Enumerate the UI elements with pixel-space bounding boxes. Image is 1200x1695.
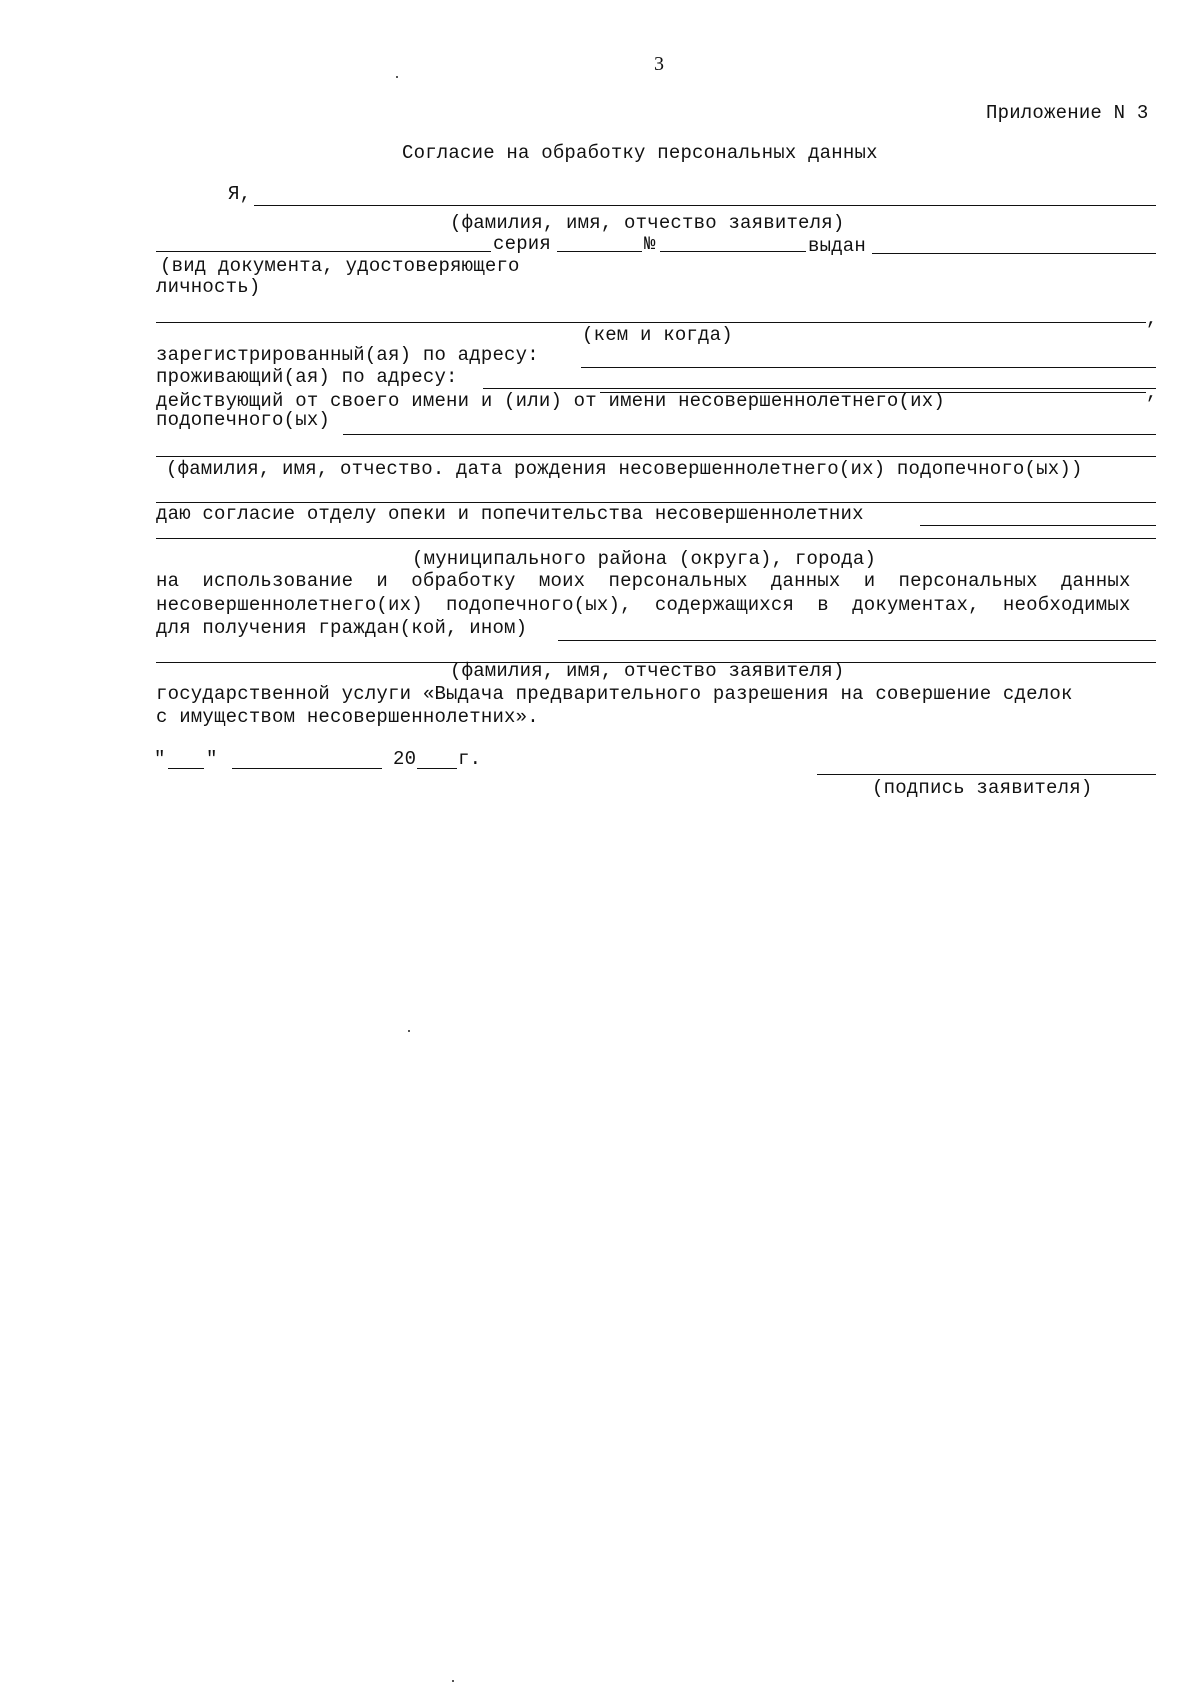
scan-speck <box>452 1680 454 1682</box>
paragraph-line-3: для получения граждан(кой, ином) <box>156 617 528 639</box>
ward-field-2[interactable] <box>156 436 1156 456</box>
ward-field[interactable] <box>343 414 1156 434</box>
label-number: № <box>644 233 656 255</box>
label-consent: даю согласие отделу опеки и попечительства несовершеннолетних <box>156 503 864 525</box>
date-day-line <box>168 768 204 769</box>
page-number: 3 <box>654 53 665 75</box>
living-address-field[interactable] <box>483 369 1156 389</box>
doc-type-field[interactable] <box>156 232 491 252</box>
signature-field[interactable] <box>817 754 1156 774</box>
recipient-field[interactable] <box>558 620 1156 640</box>
registered-address-field[interactable] <box>581 348 1156 368</box>
seria-field[interactable] <box>557 232 642 252</box>
date-day-field[interactable] <box>168 749 204 769</box>
caption-doc-type-1: (вид документа, удостоверяющего <box>160 255 520 277</box>
applicant-name-field[interactable] <box>254 186 1156 206</box>
ward-line-2 <box>156 456 1156 457</box>
scan-speck <box>408 1030 410 1032</box>
paragraph-line-5: с имуществом несовершеннолетних». <box>156 706 539 728</box>
date-quote-close: " <box>206 748 218 770</box>
date-month-line <box>232 768 382 769</box>
recipient-field-2[interactable] <box>156 642 1156 662</box>
comma-1: , <box>1146 308 1158 330</box>
label-living: проживающий(ая) по адресу: <box>156 366 458 388</box>
label-ya: Я, <box>228 183 252 205</box>
issued-by-field[interactable] <box>156 303 1146 323</box>
caption-ward: (фамилия, имя, отчество. дата рождения несовершеннолетнего(их) подопечного(ых)) <box>166 458 1083 480</box>
seria-line <box>557 251 642 252</box>
paragraph-line-2: несовершеннолетнего(их) подопечного(ых), содержащихся в документах, необходимых <box>156 594 1131 616</box>
guardianship-body-field-2[interactable] <box>156 518 1156 538</box>
ward-field-3[interactable] <box>156 482 1156 502</box>
document-title: Согласие на обработку персональных данных <box>402 142 878 164</box>
number-line <box>660 251 806 252</box>
ward-line <box>343 434 1156 435</box>
date-year-field[interactable] <box>417 749 457 769</box>
appendix-label: Приложение N 3 <box>986 102 1149 124</box>
caption-signature: (подпись заявителя) <box>872 777 1093 799</box>
recipient-line <box>558 640 1156 641</box>
caption-issued-by: (кем и когда) <box>582 324 733 346</box>
number-field[interactable] <box>660 232 806 252</box>
registered-address-line <box>581 367 1156 368</box>
caption-fio-applicant: (фамилия, имя, отчество заявителя) <box>450 212 845 234</box>
paragraph-line-4: государственной услуги «Выдача предварительного разрешения на совершение сделок <box>156 683 1073 705</box>
label-ward: подопечного(ых) <box>156 409 331 431</box>
date-quote-open: " <box>154 748 166 770</box>
issued-by-line <box>156 322 1146 323</box>
comma-2: , <box>1146 382 1158 404</box>
label-acting: действующий от своего имени и (или) от имени несовершеннолетнего(их) <box>156 390 945 412</box>
label-seria: серия <box>493 233 552 255</box>
label-registered: зарегистрированный(ая) по адресу: <box>156 344 539 366</box>
date-year-prefix: 20 <box>393 748 417 770</box>
scan-speck <box>396 76 398 78</box>
issued-field[interactable] <box>872 234 1156 254</box>
caption-fio-applicant-2: (фамилия, имя, отчество заявителя) <box>450 660 845 682</box>
paragraph-line-1: на использование и обработку моих персональных данных и персональных данных <box>156 570 1131 592</box>
date-month-field[interactable] <box>232 749 382 769</box>
living-address-line <box>483 388 1156 389</box>
doc-type-line <box>156 251 491 252</box>
date-g: г. <box>458 748 482 770</box>
label-vydan: выдан <box>808 235 867 257</box>
date-year-line <box>417 768 457 769</box>
applicant-name-line <box>254 205 1156 206</box>
guardianship-body-line-2 <box>156 538 1156 539</box>
caption-district: (муниципального района (округа), города) <box>412 548 877 570</box>
caption-doc-type-2: личность) <box>156 276 261 298</box>
issued-line <box>872 253 1156 254</box>
signature-line <box>817 774 1156 775</box>
